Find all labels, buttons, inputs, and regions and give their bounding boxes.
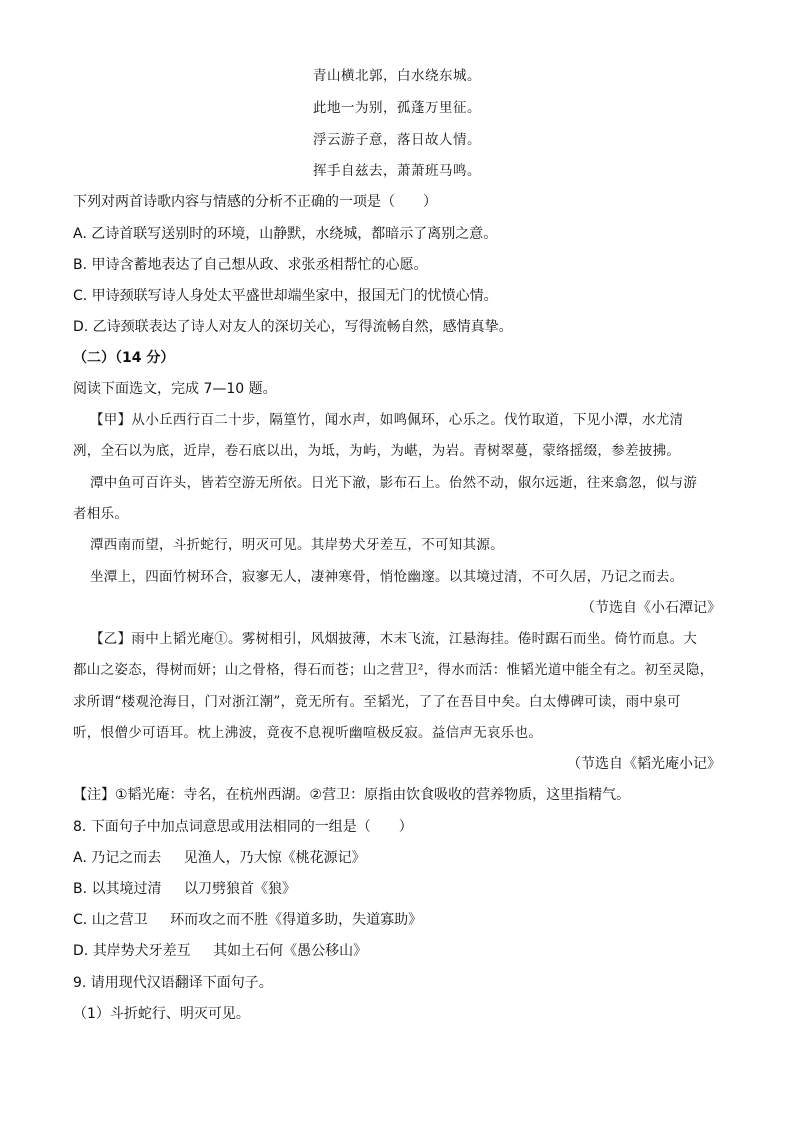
poem-line: 青山横北郭，白水绕东城。 [313,68,481,84]
option-right: 见渔人，乃大惊《桃花源记》 [183,850,366,866]
question-8-stem: 8. 下面句子中加点词意思或用法相同的一组是（ ） [73,819,413,835]
option-left: 山之营卫 [91,912,148,928]
footnote: 【注】①韬光庵：寺名，在杭州西湖。②营卫：原指由饮食吸收的营养物质，这里指精气。 [73,787,631,803]
passage-yi-line: 求所谓“楼观沧海日，门对浙江潮”，竟无所有。至韬光，了了在吾目中矣。白太傅碑可读，雨中泉可 [73,694,681,710]
option-label: C. [73,912,88,928]
passage-jia-line: 潭西南而望，斗折蛇行，明灭可见。其岸势犬牙差互，不可知其源。 [90,537,504,553]
option-left: 乃记之而去 [91,850,162,866]
passage-yi-source: （节选自《韬光庵小记》 [567,756,721,772]
option-left: 以其境过清 [91,881,162,897]
section-instruction: 阅读下面选文，完成 7—10 题。 [73,381,277,397]
poem-line: 浮云游子意，落日故人情。 [313,132,481,148]
option-left: 其岸势犬牙差互 [92,943,191,959]
option-label: A. [73,850,87,866]
passage-jia-line: 冽，全石以为底，近岸，卷石底以出，为坻，为屿，为嵁，为岩。青树翠蔓，蒙络摇缀，参差披拂。 [73,443,681,459]
q8-option-b [73,879,296,899]
q8-option-d [73,941,367,961]
option-c: C. 甲诗颈联写诗人身处太平盛世却端坐家中，报国无门的忧愤心情。 [73,288,498,304]
passage-yi-line: 听，恨僧少可语耳。枕上沸波，竟夜不息视听幽喧极反寂。益信声无哀乐也。 [73,725,543,741]
option-right: 其如土石何《愚公移山》 [213,943,368,959]
option-a: A. 乙诗首联写送别时的环境，山静默，水绕城，都暗示了离别之意。 [73,226,498,242]
passage-yi-line: 【乙】雨中上韬光庵①。雾树相引，风烟披薄，木末飞流，江悬海挂。倦时踞石而坐。倚竹而息。大 [90,631,698,647]
option-d: D. 乙诗颈联表达了诗人对友人的深切关心，写得流畅自然，感情真挚。 [73,319,513,335]
option-b: B. 甲诗含蓄地表达了自己想从政、求张丞相帮忙的心愿。 [73,257,428,273]
passage-jia-line: 【甲】从小丘西行百二十步，隔篁竹，闻水声，如鸣佩环，心乐之。伐竹取道，下见小潭，水尤清 [90,412,684,428]
passage-jia-source: （节选自《小石潭记》 [581,600,721,616]
poem-line: 此地一为别，孤蓬万里征。 [313,100,481,116]
poem-line: 挥手自兹去，萧萧班马鸣。 [313,163,481,179]
option-label: D. [73,943,89,959]
option-right: 以刀劈狼首《狼》 [183,881,296,897]
passage-yi-line: 都山之姿态，得树而妍；山之骨格，得石而苍；山之营卫²，得水而活：惟韬光道中能全有之。初至灵隐， [73,662,714,678]
option-label: B. [73,881,88,897]
passage-jia-line: 者相乐。 [73,506,129,522]
passage-jia-line: 潭中鱼可百许头，皆若空游无所依。日光下澈，影布石上。佁然不动，俶尔远逝，往来翕忽，似与游 [90,475,698,491]
section-heading: （二）（14 分） [73,350,175,366]
question-9-stem: 9. 请用现代汉语翻译下面句子。 [73,975,273,991]
option-right: 环而攻之而不胜《得道多助，失道寡助》 [170,912,423,928]
question-9-sub1: （1）斗折蛇行、明灭可见。 [73,1006,250,1022]
q8-option-c [73,910,422,930]
question-stem: 下列对两首诗歌内容与情感的分析不正确的一项是（ ） [73,194,437,210]
passage-jia-line: 坐潭上，四面竹树环合，寂寥无人，凄神寒骨，悄怆幽邃。以其境过清，不可久居，乃记之而去。 [90,569,684,585]
q8-option-a [73,848,366,868]
